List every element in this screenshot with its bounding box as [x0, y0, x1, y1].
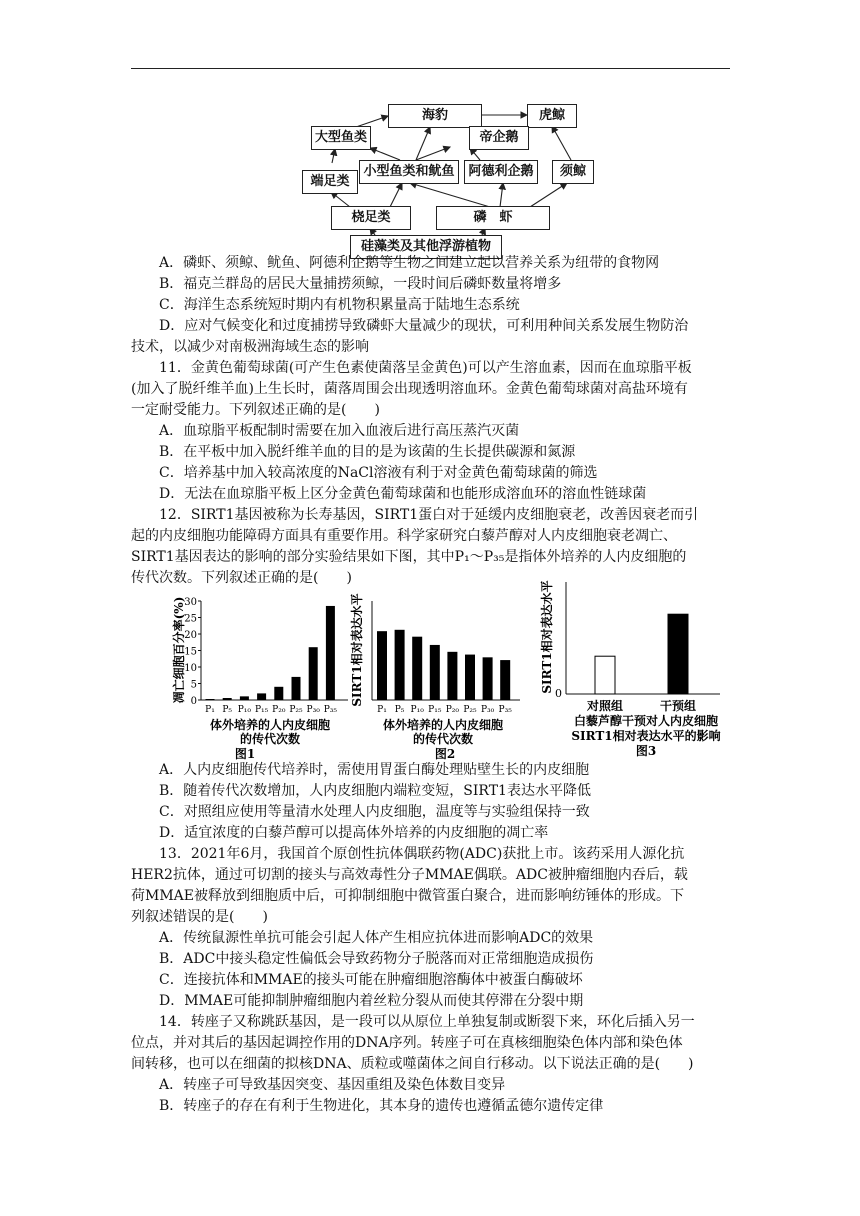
fig2-xtick-label: P₅: [394, 705, 405, 715]
text-line: C．海洋生态系统短时期内有机物积累量高于陆地生态系统: [159, 297, 520, 313]
fig1-bar: [223, 698, 232, 700]
fig3-bar: [595, 656, 615, 694]
fig1-ytick-label: 5: [190, 679, 197, 691]
fig3-ylabel: SIRT1相对表达水平: [540, 580, 554, 694]
fig2-bar: [483, 657, 493, 700]
fig3-title-1: 白藜芦醇干预对人内皮细胞: [573, 714, 719, 728]
fig1-xtick-label: P₂₀: [272, 705, 286, 715]
fig3-xtick-label: 对照组: [586, 699, 624, 713]
fig1-bar: [309, 647, 318, 700]
fig1-bar: [206, 699, 215, 700]
text-line: B．随着传代次数增加，人内皮细胞内端粒变短，SIRT1表达水平降低: [159, 783, 591, 799]
fig2-bar: [430, 645, 440, 700]
fig1-xlabel-2: 的传代次数: [239, 732, 301, 746]
fig1-xtick-label: P₁₀: [237, 705, 252, 715]
text-line: 传代次数。下列叙述正确的是( ): [131, 570, 352, 586]
text-line: D．适宜浓度的白藜芦醇可以提高体外培养的内皮细胞的凋亡率: [159, 825, 549, 841]
text-line: 间转移，也可以在细菌的拟核DNA、质粒或噬菌体之间自行移动。以下说法正确的是( ): [131, 1056, 694, 1072]
fig2-xtick-label: P₃₀: [480, 705, 495, 715]
fig2-xtick-label: P₁: [377, 705, 387, 715]
text-line: D．MMAE可能抑制肿瘤细胞内着丝粒分裂从而使其停滞在分裂中期: [159, 993, 584, 1009]
text-line: A．转座子可导致基因突变、基因重组及染色体数目变异: [159, 1077, 506, 1093]
fig2-bar: [412, 637, 422, 700]
fig1-xtick-label: P₁₅: [254, 705, 269, 715]
fig2-xlabel-2: 的传代次数: [412, 732, 474, 746]
text-line: A．血琼脂平板配制时需要在加入血液后进行高压蒸汽灭菌: [159, 423, 520, 439]
fig2-xlabel-1: 体外培养的人内皮细胞: [382, 718, 504, 732]
text-line: 13．2021年6月，我国首个原创性抗体偶联药物(ADC)获批上市。该药采用人源化抗: [159, 846, 685, 862]
node-copepods: 桡足类: [331, 206, 411, 230]
fig2-ylabel: SIRT1相对表达水平: [350, 593, 364, 707]
fig2-bar: [500, 660, 510, 700]
fig2-xtick-label: P₁₀: [410, 705, 424, 715]
node-orca: 虎鲸: [527, 104, 577, 128]
fig1-ytick-label: 10: [184, 663, 197, 674]
text-line: A．传统鼠源性单抗可能会引起人体产生相应抗体进而影响ADC的效果: [159, 930, 594, 946]
text-line: D．应对气候变化和过度捕捞导致磷虾大量减少的现状，可利用种间关系发展生物防治: [159, 318, 689, 334]
text-line: B．在平板中加入脱纤维羊血的目的是为该菌的生长提供碳源和氮源: [159, 444, 576, 460]
fig1-ylabel: 凋亡细胞百分率(%): [172, 596, 186, 704]
text-line: 技术，以减少对南极洲海域生态的影响: [131, 339, 369, 355]
fig2-xtick-label: P₂₅: [463, 705, 477, 715]
fig2-xtick-label: P₂₀: [445, 705, 460, 715]
fig3-xtick-label: 干预组: [659, 699, 697, 713]
fig2-bar: [447, 652, 457, 700]
fig1-bar: [240, 696, 249, 700]
fig1-xlabel-1: 体外培养的人内皮细胞: [209, 718, 331, 732]
text-line: B．转座子的存在有利于生物进化，其本身的遗传也遵循孟德尔遗传定律: [159, 1098, 604, 1114]
text-line: SIRT1基因表达的影响的部分实验结果如下图，其中P₁～P₃₅是指体外培养的人内皮细胞的: [131, 549, 687, 565]
fig1-caption: 图1: [234, 747, 256, 761]
fig1-ytick-label: 25: [184, 613, 197, 625]
fig1-xtick-label: P₃₀: [306, 705, 320, 715]
fig1-xtick-label: P₃₅: [323, 705, 338, 715]
text-line: 14．转座子又称跳跃基因，是一段可以从原位上单独复制或断裂下来，环化后插入另一: [159, 1014, 695, 1030]
text-line: (加入了脱纤维羊血)上生长时，菌落周围会出现透明溶血环。金黄色葡萄球菌对高盐环境有: [131, 381, 688, 397]
node-large-fish: 大型鱼类: [311, 126, 371, 150]
node-seal: 海豹: [388, 104, 482, 128]
fig1-bar: [257, 693, 266, 700]
text-line: HER2抗体，通过可切割的接头与高效毒性分子MMAE偶联。ADC被肿瘤细胞内吞后，载: [131, 867, 688, 883]
fig1-xtick-label: P₅: [222, 705, 233, 715]
fig1-bar: [292, 677, 301, 700]
fig1-bar: [274, 687, 283, 700]
node-baleen-whale: 须鲸: [552, 160, 594, 184]
text-line: B．ADC中接头稳定性偏低会导致药物分子脱落而对正常细胞造成损伤: [159, 951, 594, 967]
text-line: 11．金黄色葡萄球菌(可产生色素使菌落呈金黄色)可以产生溶血素，因而在血琼脂平板: [159, 360, 692, 376]
text-line: B．福克兰群岛的居民大量捕捞须鲸，一段时间后磷虾数量将增多: [159, 276, 562, 292]
text-line: C．培养基中加入较高浓度的NaCl溶液有利于对金黄色葡萄球菌的筛选: [159, 465, 598, 481]
fig2-xtick-label: P₃₅: [498, 705, 512, 715]
fig1-ytick-label: 15: [184, 646, 197, 658]
fig1-ytick-label: 0: [190, 696, 197, 707]
node-krill: 磷 虾: [436, 206, 550, 230]
node-emperor-penguin: 帝企鹅: [469, 126, 529, 150]
fig2-bar: [395, 630, 405, 700]
fig2-bar: [465, 655, 475, 700]
text-line: D．无法在血琼脂平板上区分金黄色葡萄球菌和也能形成溶血环的溶血性链球菌: [159, 486, 647, 502]
figure-2: [349, 593, 520, 761]
figure-3: [539, 580, 721, 758]
fig3-bar: [668, 614, 688, 694]
text-line: C．连接抗体和MMAE的接头可能在肿瘤细胞溶酶体中被蛋白酶破坏: [159, 972, 583, 988]
text-line: C．对照组应使用等量清水处理人内皮细胞，温度等与实验组保持一致: [159, 804, 590, 820]
fig2-bar: [377, 631, 387, 700]
text-line: 起的内皮细胞功能障碍方面具有重要作用。科学家研究白藜芦醇对人内皮细胞衰老凋亡、: [131, 528, 677, 544]
fig3-caption: 图3: [635, 744, 657, 758]
node-adelie-penguin: 阿德利企鹅: [464, 160, 538, 184]
text-line: A．人内皮细胞传代培养时，需使用胃蛋白酶处理贴壁生长的内皮细胞: [159, 762, 590, 778]
node-amphipods: 端足类: [302, 170, 358, 194]
text-line: 荷MMAE被释放到细胞质中后，可抑制细胞中微管蛋白聚合，进而影响纺锤体的形成。下: [131, 888, 684, 904]
figure-1: [171, 597, 348, 761]
fig1-bar: [326, 606, 335, 700]
fig3-zero-tick: 0: [555, 687, 562, 700]
text-line: A．磷虾、须鲸、鱿鱼、阿德利企鹅等生物之间建立起以营养关系为纽带的食物网: [159, 255, 660, 271]
fig1-ytick-label: 20: [184, 630, 197, 641]
text-line: 列叙述错误的是( ): [131, 909, 268, 925]
node-phytoplankton: 硅藻类及其他浮游植物: [350, 235, 502, 259]
text-line: 位点，并对其后的基因起调控作用的DNA序列。转座子可在真核细胞染色体内部和染色体: [131, 1035, 683, 1051]
fig1-xtick-label: P₂₅: [289, 705, 303, 715]
fig1-xtick-label: P₁: [205, 705, 215, 715]
node-small-fish-squid: 小型鱼类和鱿鱼: [359, 160, 459, 184]
text-line: 一定耐受能力。下列叙述正确的是( ): [131, 402, 380, 418]
fig1-ytick-label: 30: [184, 597, 197, 608]
fig3-title-2: SIRT1相对表达水平的影响: [571, 729, 721, 743]
fig2-caption: 图2: [434, 747, 456, 761]
text-line: 12．SIRT1基因被称为长寿基因，SIRT1蛋白对于延缓内皮细胞衰老，改善因衰老而引: [159, 507, 699, 523]
fig2-xtick-label: P₁₅: [428, 705, 442, 715]
